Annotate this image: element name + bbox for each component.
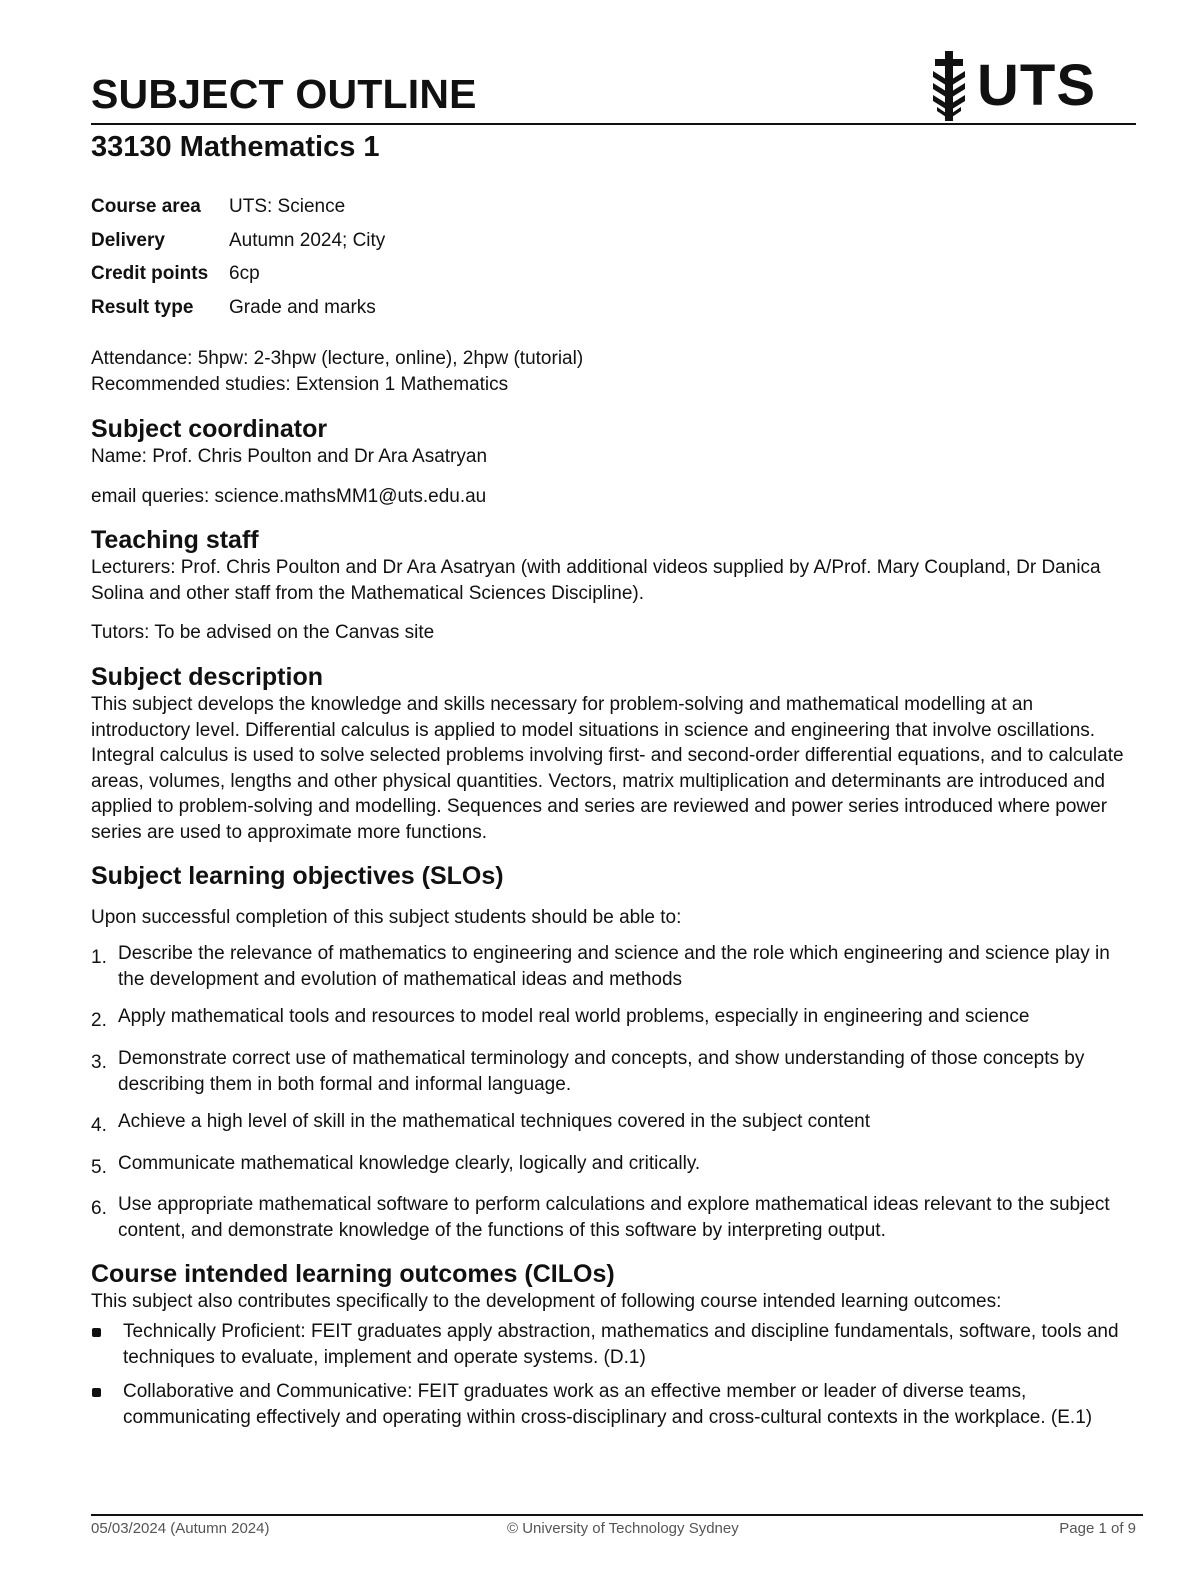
list-item bbox=[91, 1046, 1136, 1098]
bullet-icon bbox=[91, 1379, 123, 1431]
teaching-staff-heading: Teaching staff bbox=[91, 526, 259, 554]
subject-title: 33130 Mathematics 1 bbox=[91, 131, 380, 163]
info-row bbox=[91, 260, 385, 294]
description-text: This subject develops the knowledge and skills necessary for problem-solving and mathematical modelling at an introductory level. Differential calculus is applied to model situations in science and engineering that involve oscillations. Integral calculus is used to solve selected problems involving first- and second-order differential equations, and to calculate areas, volumes, lengths and other physical quantities. Vectors, matrix multiplication and determinants are introduced and applied to problem-solving and modelling. Sequences and series are reviewed and power series introduced where power series are used to approximate more functions. bbox=[91, 694, 1124, 843]
list-item bbox=[91, 1004, 1136, 1034]
footer-date: 05/03/2024 (Autumn 2024) bbox=[91, 1520, 270, 1537]
coordinator-heading: Subject coordinator bbox=[91, 415, 328, 443]
list-text: Technically Proficient: FEIT graduates apply abstraction, mathematics and discipline fundamentals, software, tools and techniques to evaluate, implement and operate systems. (D.1) bbox=[123, 1320, 1119, 1368]
info-row bbox=[91, 193, 385, 227]
slos-list bbox=[91, 941, 1136, 1245]
slos-heading: Subject learning objectives (SLOs) bbox=[91, 862, 504, 890]
list-number: 4. bbox=[91, 1115, 107, 1137]
cilos-intro: This subject also contributes specifically to the development of following course intended learning outcomes: bbox=[91, 1291, 1002, 1312]
logo-text: UTS bbox=[977, 53, 1096, 118]
list-number: 6. bbox=[91, 1198, 107, 1220]
list-text: Use appropriate mathematical software to perform calculations and explore mathematical ideas relevant to the subject content, and demonstrate knowledge of the functions of this software by interpreting output. bbox=[118, 1194, 1110, 1242]
list-item bbox=[91, 1192, 1136, 1244]
list-number: 1. bbox=[91, 946, 107, 968]
header-rule bbox=[91, 123, 1136, 125]
footer-copyright: © University of Technology Sydney bbox=[507, 1520, 739, 1537]
list-item bbox=[91, 1379, 1136, 1431]
list-item bbox=[91, 941, 1136, 993]
cilos-section bbox=[91, 1259, 1136, 1439]
tutors-text: Tutors: To be advised on the Canvas site bbox=[91, 622, 435, 644]
document-type-title: SUBJECT OUTLINE bbox=[91, 71, 477, 117]
info-label: Course area bbox=[91, 196, 201, 217]
info-value: Autumn 2024; City bbox=[229, 229, 386, 251]
document-header bbox=[91, 0, 1136, 163]
info-label: Credit points bbox=[91, 263, 209, 284]
cilos-list bbox=[91, 1319, 1136, 1431]
bullet-icon bbox=[91, 1319, 123, 1371]
cilos-heading: Course intended learning outcomes (CILOs) bbox=[91, 1260, 615, 1288]
info-value: UTS: Science bbox=[229, 196, 346, 217]
list-number: 2. bbox=[91, 1010, 107, 1032]
attendance-text: Attendance: 5hpw: 2-3hpw (lecture, online), 2hpw (tutorial) bbox=[91, 348, 584, 369]
teaching-staff-section bbox=[91, 525, 1136, 646]
lecturers-text: Lecturers: Prof. Chris Poulton and Dr Ara Asatryan (with additional videos supplied by A/Prof. Mary Coupland, Dr Danica Solina and other staff from the Mathematical Sciences Discipline). bbox=[91, 557, 1101, 604]
slos-section bbox=[91, 861, 1136, 1256]
list-text: Achieve a high level of skill in the mathematical techniques covered in the subject content bbox=[118, 1111, 870, 1133]
info-row bbox=[91, 227, 385, 261]
info-label: Result type bbox=[91, 296, 194, 318]
info-label: Delivery bbox=[91, 229, 165, 251]
list-item bbox=[91, 1109, 1136, 1139]
list-text: Collaborative and Communicative: FEIT graduates work as an effective member or leader of diverse teams, communicating effectively and operating within cross-disciplinary and cross-cultural contexts in the workplace. (E.1) bbox=[123, 1380, 1093, 1428]
info-row bbox=[91, 294, 385, 328]
list-text: Demonstrate correct use of mathematical terminology and concepts, and show understanding of those concepts by describing them in both formal and informal language. bbox=[118, 1047, 1085, 1095]
attendance-block bbox=[91, 346, 1136, 397]
list-text: Apply mathematical tools and resources to model real world problems, especially in engineering and science bbox=[118, 1006, 1030, 1028]
description-heading: Subject description bbox=[91, 663, 323, 691]
info-value: 6cp bbox=[229, 263, 260, 284]
coordinator-section bbox=[91, 414, 1136, 509]
document-page bbox=[91, 0, 1136, 1537]
uts-crest-icon bbox=[929, 51, 969, 121]
footer-page-number: Page 1 of 9 bbox=[1059, 1520, 1136, 1537]
list-text: Communicate mathematical knowledge clearly, logically and critically. bbox=[118, 1152, 701, 1174]
uts-logo bbox=[929, 50, 1096, 122]
coordinator-name: Name: Prof. Chris Poulton and Dr Ara Asatryan bbox=[91, 446, 488, 467]
list-number: 5. bbox=[91, 1156, 107, 1178]
slos-intro: Upon successful completion of this subject students should be able to: bbox=[91, 907, 682, 928]
subject-info-table bbox=[91, 193, 385, 327]
list-number: 3. bbox=[91, 1051, 107, 1073]
coordinator-email: email queries: science.mathsMM1@uts.edu.au bbox=[91, 485, 487, 507]
recommended-studies-text: Recommended studies: Extension 1 Mathematics bbox=[91, 373, 509, 395]
description-section bbox=[91, 662, 1136, 846]
list-text: Describe the relevance of mathematics to engineering and science and the role which engineering and science play in the development and evolution of mathematical ideas and methods bbox=[118, 942, 1110, 990]
info-value: Grade and marks bbox=[229, 296, 376, 318]
list-item bbox=[91, 1319, 1136, 1371]
footer-rule bbox=[91, 1514, 1143, 1516]
list-item bbox=[91, 1151, 1136, 1181]
